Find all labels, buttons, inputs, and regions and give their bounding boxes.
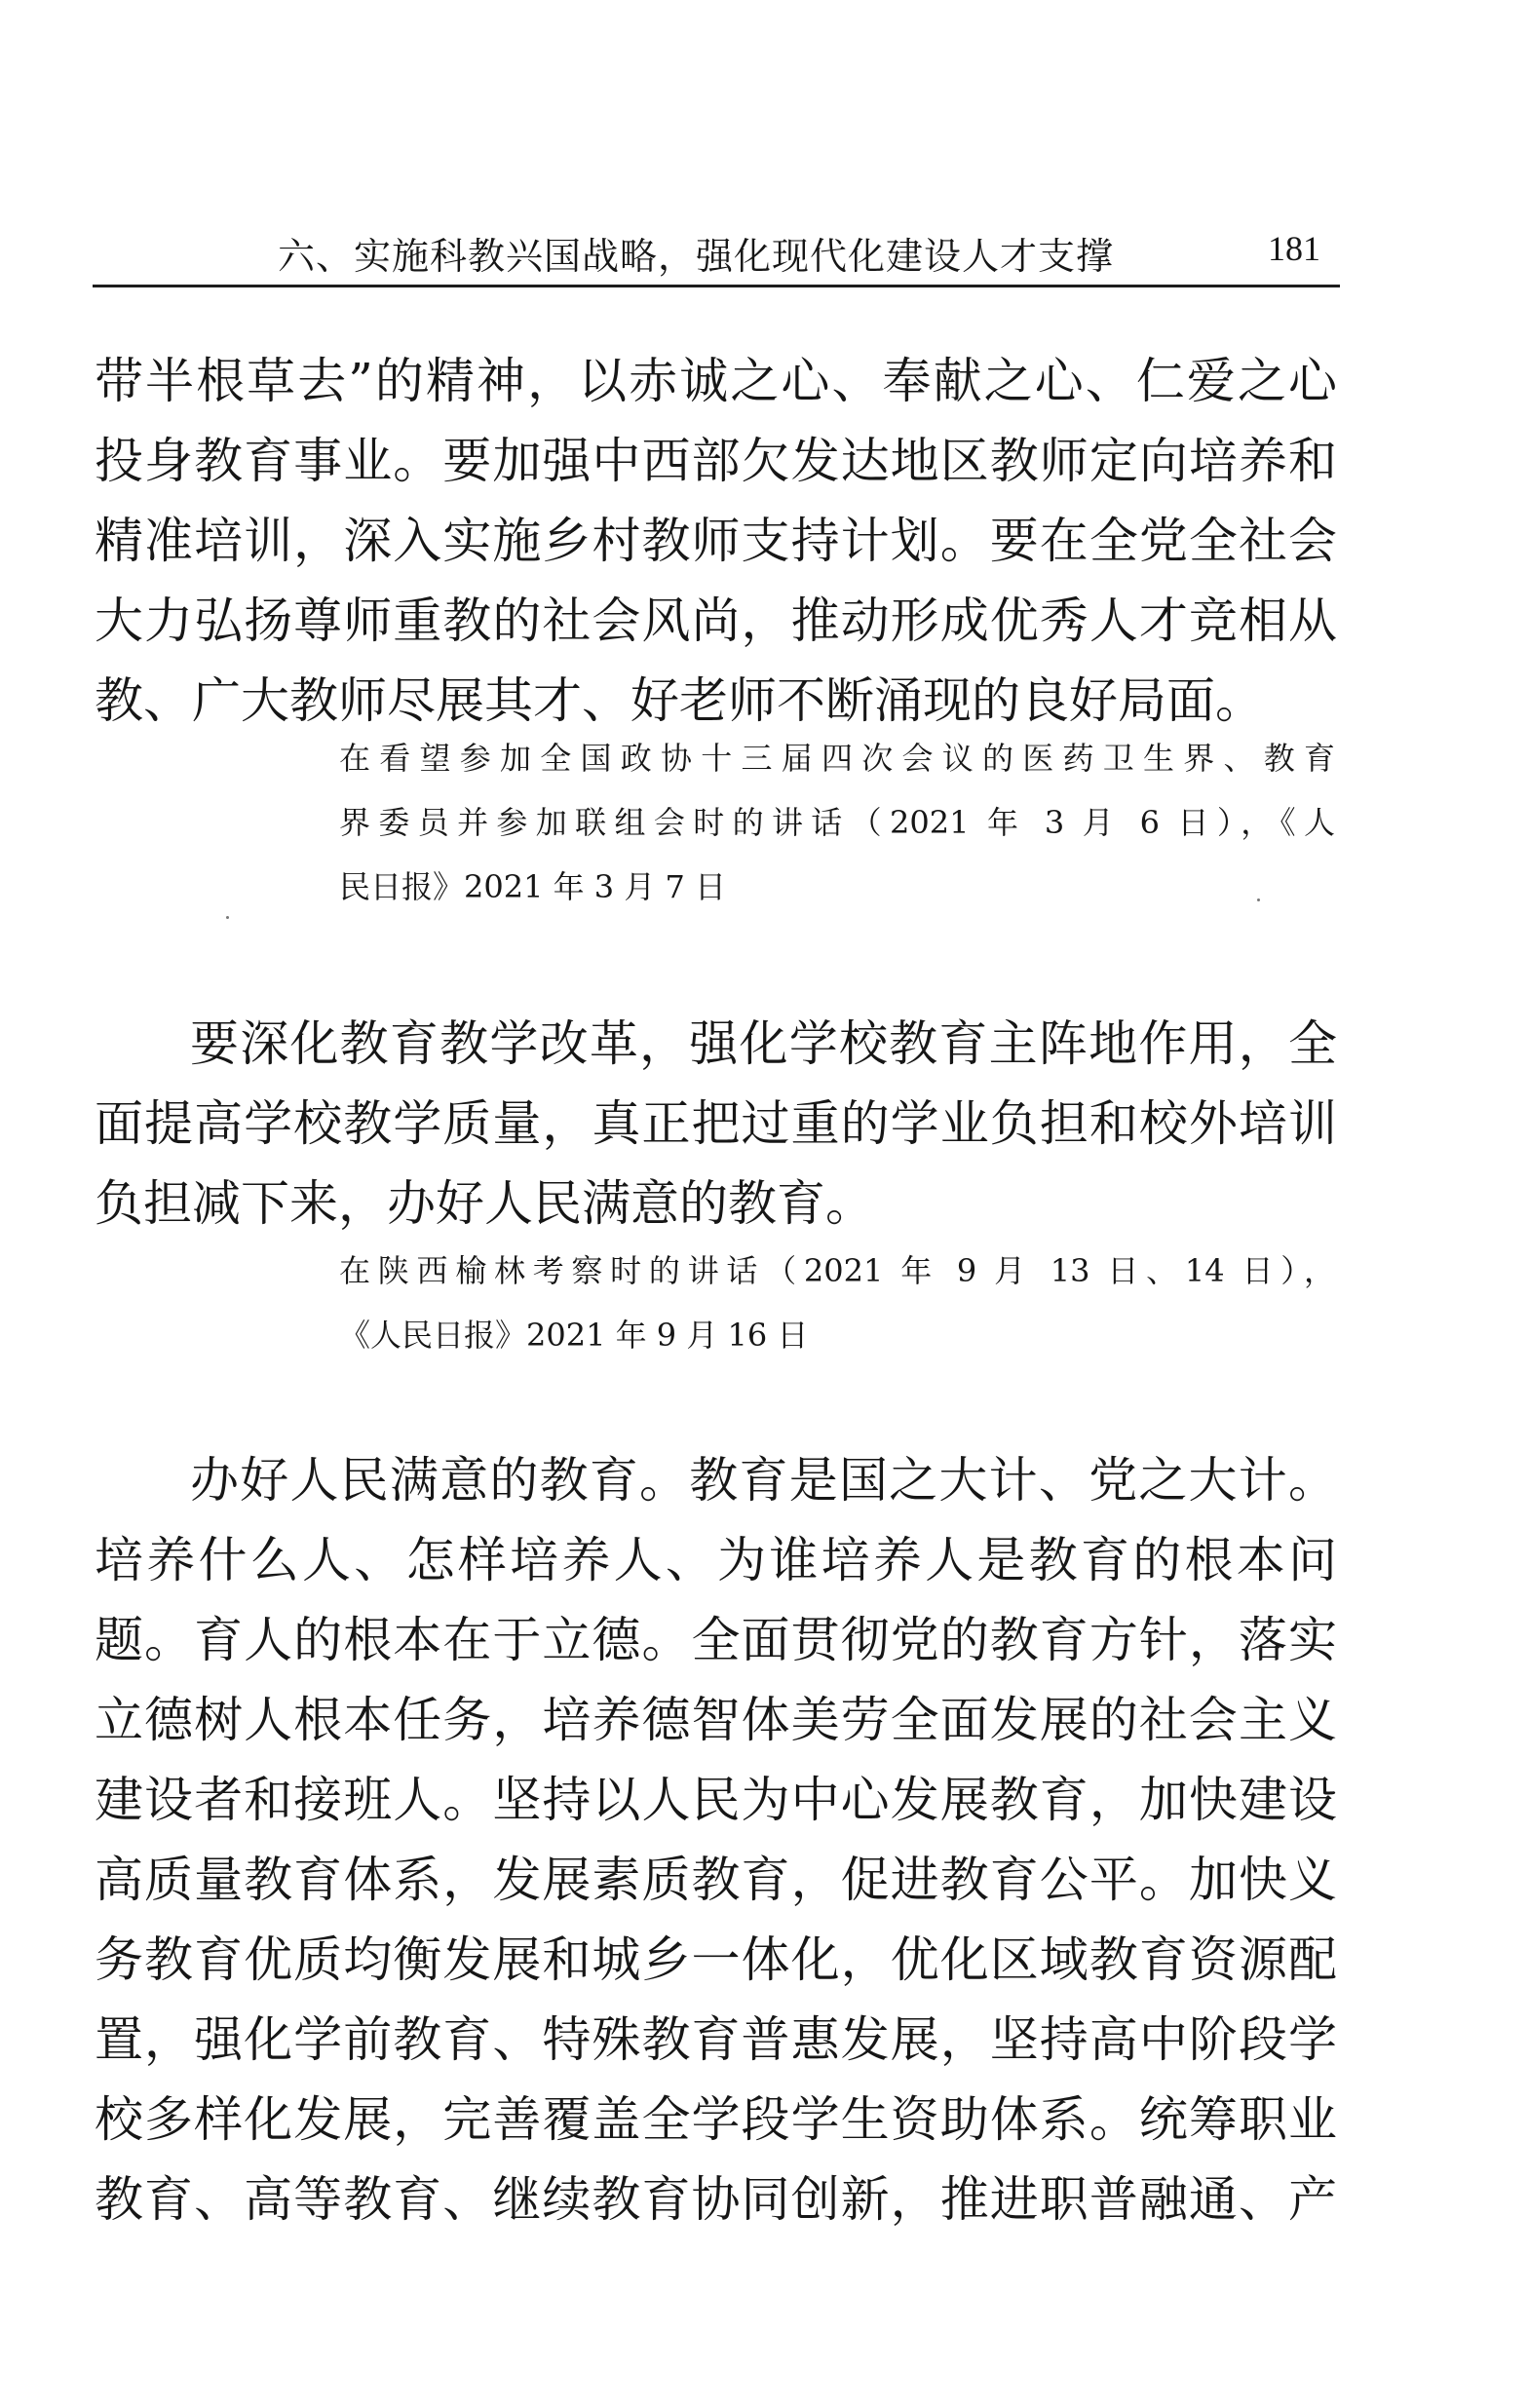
source-citation-line: 民日报》2021 年 3 月 7 日: [339, 868, 727, 905]
body-line: 建设者和接班人。坚持以人民为中心发展教育，加快建设: [95, 1772, 1337, 1828]
running-header: [93, 224, 1340, 287]
body-line: 教、广大教师尽展其才、好老师不断涌现的良好局面。: [95, 672, 1264, 729]
source-citation-line: 在陕西榆林考察时的讲话（2021 年 9 月 13 日、14 日），: [339, 1252, 1335, 1289]
body-line: 置，强化学前教育、特殊教育普惠发展，坚持高中阶段学: [95, 2011, 1337, 2068]
body-line: 校多样化发展，完善覆盖全学段学生资助体系。统筹职业: [95, 2091, 1337, 2148]
chapter-title: 六、实施科教兴国战略，强化现代化建设人才支撑: [278, 235, 1115, 278]
body-line: 带半根草去”的精神，以赤诚之心、奉献之心、仁爱之心: [95, 353, 1337, 409]
page-number: 181: [1268, 229, 1320, 268]
body-line: 投身教育事业。要加强中西部欠发达地区教师定向培养和: [95, 433, 1337, 489]
body-line: 高质量教育体系，发展素质教育，促进教育公平。加快义: [95, 1852, 1337, 1908]
body-line: 教育、高等教育、继续教育协同创新，推进职普融通、产: [95, 2171, 1337, 2228]
source-citation-line: 在看望参加全国政协十三届四次会议的医药卫生界、教育: [339, 740, 1335, 777]
scan-speck: [1257, 898, 1260, 901]
body-line: 面提高学校教学质量，真正把过重的学业负担和校外培训: [95, 1095, 1337, 1152]
body-line: 大力弘扬尊师重教的社会风尚，推动形成优秀人才竞相从: [95, 592, 1337, 649]
body-line: 要深化教育教学改革，强化学校教育主阵地作用，全: [190, 1015, 1337, 1072]
body-line: 立德树人根本任务，培养德智体美劳全面发展的社会主义: [95, 1692, 1337, 1748]
source-citation-line: 界委员并参加联组会时的讲话（2021 年 3 月 6 日），《人: [339, 804, 1335, 841]
scan-speck: [226, 916, 229, 919]
body-line: 负担减下来，办好人民满意的教育。: [95, 1175, 874, 1232]
body-line: 精准培训，深入实施乡村教师支持计划。要在全党全社会: [95, 513, 1337, 569]
body-line: 办好人民满意的教育。教育是国之大计、党之大计。: [190, 1452, 1337, 1509]
body-line: 题。育人的根本在于立德。全面贯彻党的教育方针，落实: [95, 1612, 1337, 1668]
body-line: 务教育优质均衡发展和城乡一体化，优化区域教育资源配: [95, 1931, 1337, 1988]
source-citation-line: 《人民日报》2021 年 9 月 16 日: [339, 1317, 809, 1354]
body-line: 培养什么人、怎样培养人、为谁培养人是教育的根本问: [95, 1532, 1337, 1588]
